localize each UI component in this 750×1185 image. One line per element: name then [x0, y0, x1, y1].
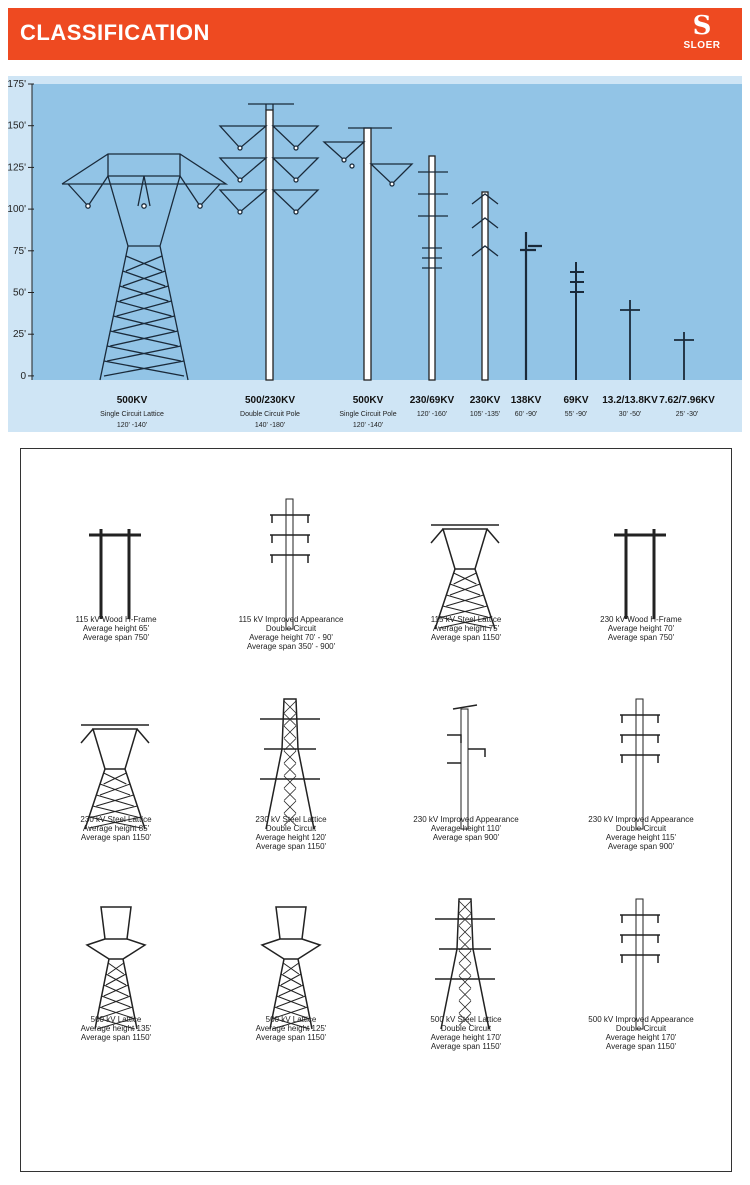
structure-card — [381, 679, 551, 909]
caption-line: 230 kV Steel Lattice — [80, 815, 152, 824]
structure-card — [206, 679, 376, 909]
caption-line: 115 kV Steel Lattice — [430, 615, 502, 624]
tower-voltage-label: 500/230KV — [244, 395, 296, 406]
caption-line: Average span 1150' — [80, 833, 152, 842]
caption-line: Average height 110' — [430, 824, 502, 833]
chart-svg — [8, 76, 742, 432]
caption-line: Average height 70' - 90' — [249, 633, 333, 642]
caption-line: Average span 1150' — [255, 842, 327, 851]
caption-line: Double Circuit — [265, 624, 317, 633]
caption-line: 230 kV Improved Appearance — [588, 815, 694, 824]
structure-card — [381, 879, 551, 1109]
caption-line: Double Circuit — [265, 824, 317, 833]
y-tick-label: 150' — [8, 120, 26, 132]
structure-card — [31, 879, 201, 1109]
caption-line: 500 kV Steel Lattice — [430, 1015, 502, 1024]
tower-span-label: 120' -160' — [416, 411, 448, 418]
structure-caption — [206, 1015, 376, 1042]
structure-caption — [31, 815, 201, 842]
caption-line: 500 kV Lattice — [90, 1015, 142, 1024]
caption-line: 115 kV Improved Appearance — [238, 615, 344, 624]
y-tick-label: 75' — [12, 245, 26, 257]
caption-line: Average span 1150' — [430, 1042, 502, 1051]
page-title: CLASSIFICATION — [20, 20, 210, 45]
tower-span-label: 140' -180' — [254, 422, 286, 429]
caption-line: 115 kV Wood H-Frame — [75, 615, 157, 624]
caption-line: Double Circuit — [615, 824, 667, 833]
y-tick-label: 25' — [12, 329, 26, 341]
caption-line: Average span 1150' — [255, 1033, 327, 1042]
caption-line: 230 kV Steel Lattice — [255, 815, 327, 824]
structure-catalog — [20, 448, 732, 1172]
structure-caption — [381, 1015, 551, 1051]
tower-span-label: 120' -140' — [116, 422, 148, 429]
caption-line: Average span 900' — [607, 842, 675, 851]
y-tick-label: 0 — [20, 370, 26, 382]
tower-span-label: 105' -135' — [469, 411, 501, 418]
caption-line: 230 kV Improved Appearance — [413, 815, 519, 824]
tower-type-label: Double Circuit Pole — [240, 411, 300, 418]
structure-card — [556, 879, 726, 1109]
tower-voltage-label: 7.62/7.96KV — [659, 395, 715, 406]
tower-type-label: Single Circuit Pole — [339, 411, 397, 418]
structure-caption — [381, 815, 551, 842]
tower-span-label: 60' -90' — [514, 411, 538, 418]
structure-card — [206, 479, 376, 709]
caption-line: Average height 125' — [255, 1024, 327, 1033]
caption-line: Average span 350' - 900' — [246, 642, 336, 651]
tower-voltage-label: 230KV — [469, 395, 501, 406]
tower-span-label: 30' -50' — [618, 411, 642, 418]
structure-card — [556, 679, 726, 909]
y-tick-label: 100' — [8, 204, 26, 216]
caption-line: 500 kV Lattice — [265, 1015, 317, 1024]
tower-voltage-label: 230/69KV — [409, 395, 455, 406]
caption-line: Average height 135' — [80, 1024, 152, 1033]
structure-card — [31, 679, 201, 909]
caption-line: Double Circuit — [615, 1024, 667, 1033]
tower-span-label: 55' -90' — [564, 411, 588, 418]
tower-type-label: Single Circuit Lattice — [100, 411, 164, 418]
structure-caption — [556, 815, 726, 851]
sloer-logo — [672, 12, 732, 58]
structure-card — [556, 479, 726, 709]
y-tick-label: 175' — [8, 79, 26, 90]
caption-line: Average height 75' — [432, 624, 500, 633]
y-tick-label: 125' — [8, 162, 26, 174]
logo-mark-icon: S — [692, 11, 712, 41]
structure-caption — [206, 615, 376, 651]
structure-caption — [206, 815, 376, 851]
logo-text: SLOER — [683, 40, 721, 51]
caption-line: Average span 1150' — [80, 1033, 152, 1042]
tower-span-label: 25' -30' — [675, 411, 699, 418]
caption-line: Average span 900' — [432, 833, 500, 842]
tower-voltage-label: 500KV — [352, 395, 384, 406]
height-comparison-chart — [8, 76, 742, 432]
structure-caption — [31, 1015, 201, 1042]
caption-line: 500 kV Improved Appearance — [588, 1015, 694, 1024]
caption-line: Average height 115' — [605, 833, 677, 842]
tower-voltage-label: 69KV — [563, 395, 589, 406]
tower-voltage-label: 138KV — [510, 395, 542, 406]
tower-voltage-label: 500KV — [116, 395, 148, 406]
y-tick-label: 50' — [12, 287, 26, 299]
caption-line: Average span 1150' — [605, 1042, 677, 1051]
tower-span-label: 120' -140' — [352, 422, 384, 429]
caption-line: Average height 65' — [82, 624, 150, 633]
caption-line: Average height 70' — [607, 624, 675, 633]
structure-caption — [31, 615, 201, 642]
caption-line: Average height 170' — [605, 1033, 677, 1042]
caption-line: Double Circuit — [440, 1024, 492, 1033]
caption-line: Average height 85' — [82, 824, 150, 833]
caption-line: Average span 1150' — [430, 633, 502, 642]
caption-line: Average span 750' — [82, 633, 150, 642]
structure-caption — [381, 615, 551, 642]
caption-line: Average height 120' — [255, 833, 327, 842]
structure-card — [31, 479, 201, 709]
structure-card — [206, 879, 376, 1109]
structure-caption — [556, 615, 726, 642]
header-banner — [8, 8, 742, 60]
structure-card — [381, 479, 551, 709]
caption-line: 230 kV Wood H-Frame — [600, 615, 682, 624]
caption-line: Average height 170' — [430, 1033, 502, 1042]
caption-line: Average span 750' — [607, 633, 675, 642]
structure-caption — [556, 1015, 726, 1051]
tower-voltage-label: 13.2/13.8KV — [602, 395, 658, 406]
